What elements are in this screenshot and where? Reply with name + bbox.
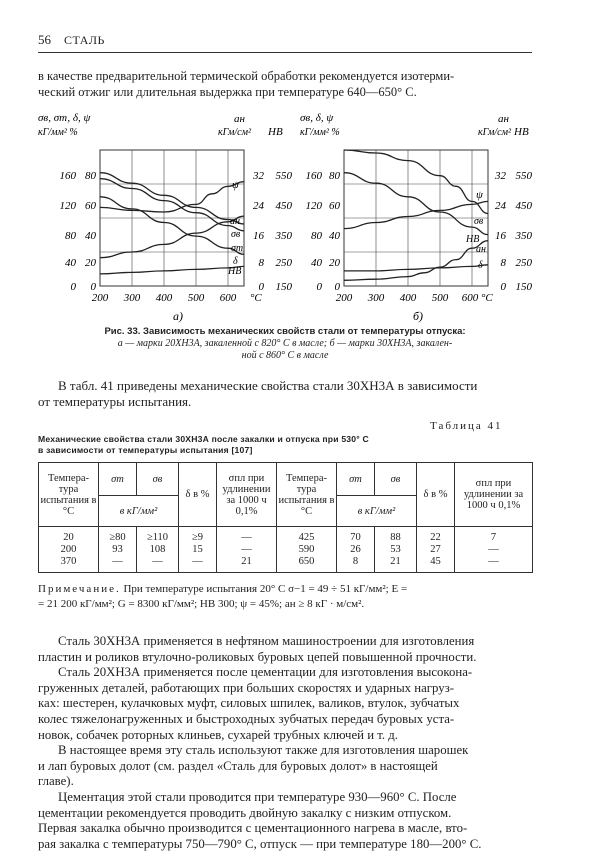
header-temp: Темпера-тура испытания в °С xyxy=(39,463,99,527)
text-line: В табл. 41 приведены механические свойства стали 30ХН3А в зависимости xyxy=(58,378,478,393)
table-row xyxy=(39,527,533,573)
tick-label: 550 xyxy=(515,170,532,182)
cell-sigma-v: ≥110 108 — xyxy=(137,527,179,573)
header-sigma-t: σт xyxy=(99,463,137,496)
header-sigma-v: σв xyxy=(137,463,179,496)
tick-label: 500 xyxy=(187,292,205,304)
tick-label: 20 xyxy=(85,257,96,269)
tick-label: 80 xyxy=(329,170,340,182)
body-text xyxy=(38,634,532,852)
tick-label: 40 xyxy=(65,257,76,269)
tick-label: 24 xyxy=(253,200,264,212)
curve-label-sigma-t: σт xyxy=(231,243,244,254)
note-line xyxy=(38,582,532,597)
series-line-ан xyxy=(344,241,488,281)
axis-header-an: ан xyxy=(234,113,245,125)
tick-label: 450 xyxy=(275,200,292,212)
text-line: цементации рекомендуется проводить двойную закалку с низким отпуском. xyxy=(38,805,452,820)
axis-units-sigma: кГ/мм² % xyxy=(300,127,340,138)
running-header xyxy=(38,30,532,53)
series-line-δ xyxy=(100,266,244,274)
table-title-line: в зависимости от температуры испытания [107] xyxy=(38,445,253,455)
tick-label: 600 xyxy=(461,292,479,304)
cell-sigma-v: 88 53 21 xyxy=(375,527,417,573)
text-line: и лап буровых долот (см. раздел «Сталь для буровых долот» в настоящей xyxy=(38,758,438,773)
tick-label: 450 xyxy=(515,200,532,212)
cell-creep: — — 21 xyxy=(217,527,277,573)
properties-table xyxy=(38,462,533,573)
tick-label: 0 xyxy=(334,281,340,293)
header-creep: σпл при удлинении за 1000 ч 0,1% xyxy=(217,463,277,527)
tick-label: 550 xyxy=(275,170,292,182)
curve-label-delta: δ xyxy=(478,260,483,271)
tick-label: 350 xyxy=(275,230,292,242)
table-intro-paragraph xyxy=(38,378,532,410)
table-title xyxy=(38,434,532,456)
axis-header-hb: НВ xyxy=(514,126,529,138)
text-line: Сталь 20ХН3А применяется после цементации для изготовления высокона- xyxy=(58,665,473,680)
tick-label: 8 xyxy=(258,257,264,269)
curve-label-an: ан xyxy=(230,216,240,227)
tick-label: 0 xyxy=(258,281,264,293)
tick-label: 16 xyxy=(495,230,506,242)
panel-label: а) xyxy=(173,309,183,323)
text-line: в качестве предварительной термической обработки рекомендуется изотерми- xyxy=(38,69,455,83)
curve-label-psi: ψ xyxy=(232,179,239,191)
text-line: В настоящее время эту сталь используют также для изготовления шарошек xyxy=(58,743,469,758)
tick-label: 32 xyxy=(495,170,506,182)
tick-label: 80 xyxy=(85,170,96,182)
chart-panel-b xyxy=(300,112,532,323)
text-line: пластин и роликов втулочно-роликовых буровых цепей повышенной прочности. xyxy=(38,649,477,664)
figure-caption xyxy=(38,326,532,362)
header-units: в кГ/мм² xyxy=(99,496,179,527)
tick-label: 120 xyxy=(305,200,322,212)
cell-creep: 7 — — xyxy=(455,527,533,573)
curve-label-sigma-v: σв xyxy=(231,229,241,240)
cell-temp: 20 200 370 xyxy=(39,527,99,573)
axis-units-an: кГм/см² xyxy=(478,127,511,138)
tick-label: 350 xyxy=(515,230,532,242)
x-axis-unit: °С xyxy=(250,292,262,304)
cell-delta: ≥9 15 — xyxy=(179,527,217,573)
caption-title: Рис. 33. Зависимость механических свойств стали от температуры отпуска: xyxy=(104,326,466,337)
cell-sigma-t: 70 26 8 xyxy=(337,527,375,573)
cell-sigma-t: ≥80 93 — xyxy=(99,527,137,573)
chart-panel-a xyxy=(38,112,293,323)
text-line: ках: шестерен, кулачковых муфт, силовых шпилек, валиков, втулок, зубчатых xyxy=(38,696,460,711)
axis-units-an: кГм/см² xyxy=(218,127,251,138)
tick-label: 300 xyxy=(123,292,141,304)
caption-line: ной с 860° С в масле xyxy=(241,350,329,361)
tick-label: 0 xyxy=(500,281,506,293)
header-creep: σпл при удлинении за 1000 ч 0,1% xyxy=(455,463,533,527)
intro-paragraph xyxy=(38,68,532,100)
curve-label-delta: δ xyxy=(233,256,238,267)
text-line: ческий отжиг или длительная выдержка при температуре 640—650° С. xyxy=(38,85,417,99)
tick-label: 200 xyxy=(91,292,109,304)
header-units: в кГ/мм² xyxy=(337,496,417,527)
series-line-σв xyxy=(344,150,488,214)
table-title-line: Механические свойства стали 30ХН3А после закалки и отпуска при 530° С xyxy=(38,434,369,444)
series-line-НВ xyxy=(344,173,488,235)
tick-label: 500 xyxy=(431,292,449,304)
text-line: груженных деталей, работающих при больших скоростях и ударных нагруз- xyxy=(38,680,455,695)
tick-label: 250 xyxy=(515,257,532,269)
curve-label-sigma-v: σв xyxy=(474,216,484,227)
tick-label: 250 xyxy=(275,257,292,269)
axis-header-an: ан xyxy=(498,113,509,125)
tick-label: 60 xyxy=(329,200,340,212)
axis-header-hb: НВ xyxy=(268,126,283,138)
tick-label: 0 xyxy=(316,281,322,293)
table-label: Таблица 41 xyxy=(430,420,503,432)
text-line: от температуры испытания. xyxy=(38,394,192,409)
tick-label: 600 xyxy=(219,292,237,304)
tick-label: 120 xyxy=(59,200,76,212)
tick-label: 160 xyxy=(59,170,76,182)
header-sigma-t: σт xyxy=(337,463,375,496)
tick-label: 150 xyxy=(275,281,292,293)
note-text: При температуре испытания 20° С σ−1 = 49 ÷ 51 кГ/мм²; Е = xyxy=(120,583,408,595)
section-title: СТАЛЬ xyxy=(64,33,105,47)
tick-label: 300 xyxy=(367,292,385,304)
series-line-ψ xyxy=(344,201,488,228)
caption-line: а — марки 20ХН3А, закаленной с 820° С в масле; б — марки 30ХН3А, закален- xyxy=(117,338,453,349)
table-note xyxy=(38,582,532,612)
axis-header-sigma: σв, δ, ψ xyxy=(300,112,334,124)
grid xyxy=(344,150,488,286)
curve-label-hb: НВ xyxy=(228,266,242,277)
text-line: главе). xyxy=(38,774,74,789)
axis-header-sigma: σв, σт, δ, ψ xyxy=(38,112,91,124)
series-line-δ xyxy=(344,265,488,271)
panel-label: б) xyxy=(412,309,424,323)
header-temp: Темпера-тура испытания в °С xyxy=(277,463,337,527)
figure-33-svg xyxy=(38,108,532,326)
curve-label-psi: ψ xyxy=(476,189,483,201)
tick-label: 0 xyxy=(90,281,96,293)
tick-label: 150 xyxy=(515,281,532,293)
tick-label: 40 xyxy=(311,257,322,269)
tick-label: 400 xyxy=(155,292,173,304)
tick-label: 400 xyxy=(399,292,417,304)
tick-label: 16 xyxy=(253,230,264,242)
x-axis-unit: °С xyxy=(481,292,493,304)
header-sigma-v: σв xyxy=(375,463,417,496)
tick-label: 32 xyxy=(253,170,264,182)
text-line: Сталь 30ХН3А применяется в нефтяном машиностроении для изготовления xyxy=(58,634,475,648)
series-line-ан xyxy=(100,216,244,258)
tick-label: 160 xyxy=(305,170,322,182)
curve-label-an: ан xyxy=(476,244,486,255)
tick-label: 0 xyxy=(70,281,76,293)
curves xyxy=(100,173,244,274)
tick-label: 40 xyxy=(85,230,96,242)
grid xyxy=(100,150,244,286)
header-delta: δ в % xyxy=(417,463,455,527)
cell-delta: 22 27 45 xyxy=(417,527,455,573)
note-label: Примечание. xyxy=(38,583,121,595)
tick-label: 80 xyxy=(65,230,76,242)
cell-temp: 425 590 650 xyxy=(277,527,337,573)
axis-units-sigma: кГ/мм² % xyxy=(38,127,78,138)
tick-label: 60 xyxy=(85,200,96,212)
text-line: Первая закалка обычно производится с цементационного нагрева в масле, вто- xyxy=(38,821,468,836)
tick-label: 80 xyxy=(311,230,322,242)
series-line-σв xyxy=(100,173,244,224)
tick-label: 8 xyxy=(500,257,506,269)
curve-label-hb: НВ xyxy=(466,234,480,245)
text-line: новок, собачек роторных клиньев, сухарей трубных ключей и т. д. xyxy=(38,727,398,742)
page-number: 56 xyxy=(38,32,51,47)
curves xyxy=(344,150,488,280)
text-line: рая закалка с температуры 750—790° С, отпуск — при температуре 180—200° С. xyxy=(38,836,482,851)
tick-label: 200 xyxy=(335,292,353,304)
note-text: = 21 200 кГ/мм²; G = 8300 кГ/мм²; НВ 300; ψ = 45%; ан ≥ 8 кГ · м/см². xyxy=(38,598,365,610)
tick-label: 20 xyxy=(329,257,340,269)
header-delta: δ в % xyxy=(179,463,217,527)
text-line: колес тяжелонагруженных и быстроходных зубчатых передач буровых уста- xyxy=(38,711,455,726)
figure-33 xyxy=(38,108,532,326)
tick-label: 24 xyxy=(495,200,506,212)
tick-label: 40 xyxy=(329,230,340,242)
text-line: Цементация этой стали проводится при температуре 930—960° С. После xyxy=(58,789,457,804)
